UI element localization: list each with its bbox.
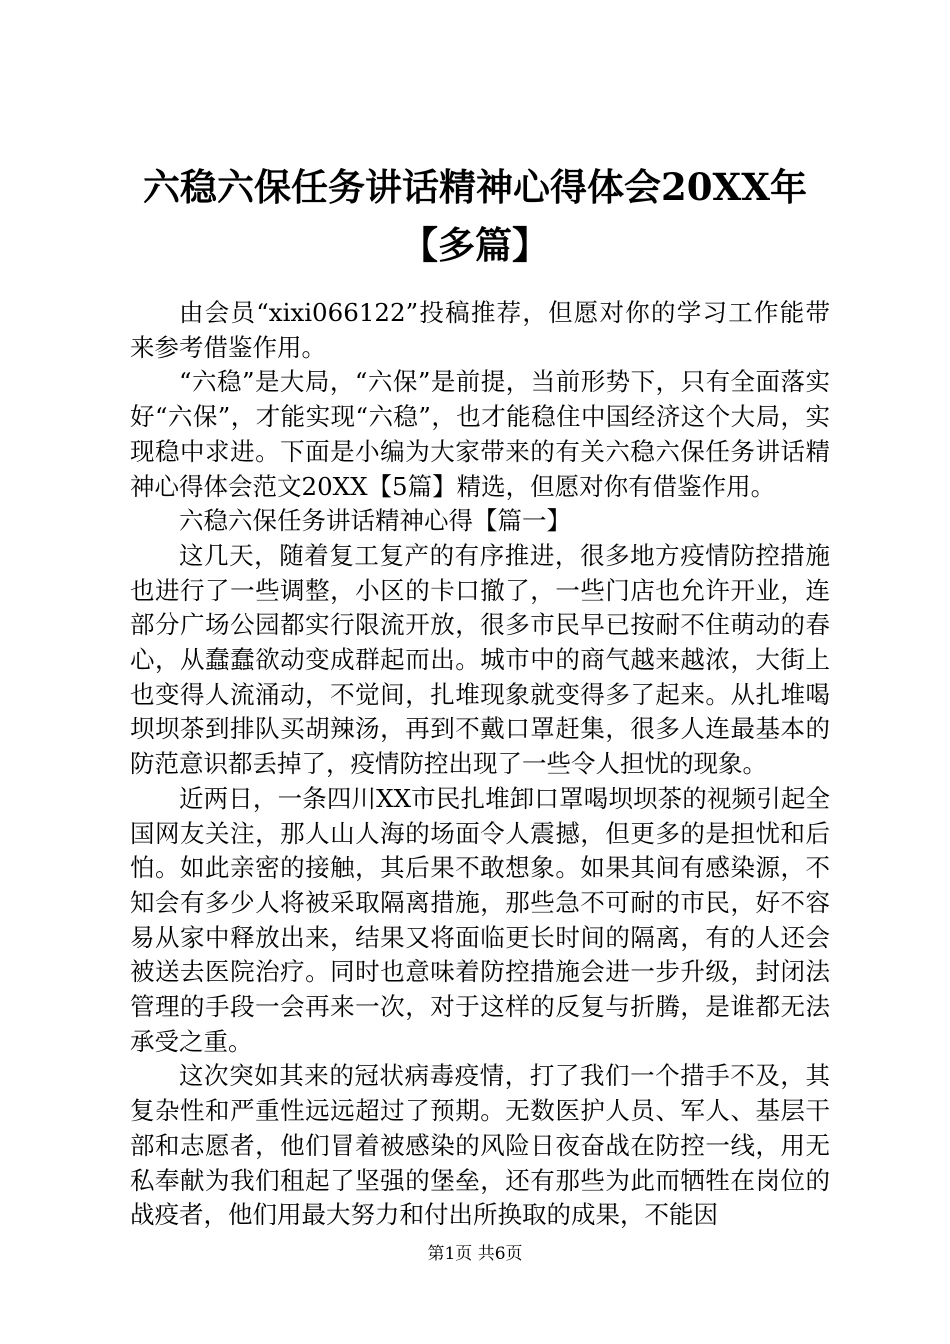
paragraph: 近两日，一条四川XX市民扎堆卸口罩喝坝坝茶的视频引起全国网友关注，那人山人海的场面令人震撼，但更多的是担忧和后怕。如此亲密的接触，其后果不敢想象。如果其间有感染源，不知会有多少人将被采取隔离措施，那些急不可耐的市民，好不容易从家中释放出来，结果又将面临更长时间的隔离，有的人还会被送去医院治疗。同时也意味着防控措施会进一步升级，封闭法管理的手段一会再来一次，对于这样的反复与折腾，是谁都无法承受之重。 <box>130 783 830 1056</box>
document-title: 六稳六保任务讲话精神心得体会20XX年【多篇】 <box>143 165 807 267</box>
page-footer: 第1页 共6页 <box>427 1244 523 1264</box>
paragraph: 这次突如其来的冠状病毒疫情，打了我们一个措手不及，其复杂性和严重性远远超过了预期。无数医护人员、军人、基层干部和志愿者，他们冒着被感染的风险日夜奋战在防控一线，用无私奉献为我们租起了坚强的堡垒，还有那些为此而牺牲在岗位的战疫者，他们用最大努力和付出所换取的成果，不能因 <box>130 1061 830 1230</box>
section-heading: 六稳六保任务讲话精神心得【篇一】 <box>179 506 571 536</box>
document-body <box>130 296 830 1233</box>
paragraph: 这几天，随着复工复产的有序推进，很多地方疫情防控措施也进行了一些调整，小区的卡口撤了，一些门店也允许开业，连部分广场公园都实行限流开放，很多市民早已按耐不住萌动的春心，从蠢蠢欲动变成群起而出。城市中的商气越来越浓，大街上也变得人流涌动，不觉间，扎堆现象就变得多了起来。从扎堆喝坝坝茶到排队买胡辣汤，再到不戴口罩赶集，很多人连最基本的防范意识都丢掉了，疫情防控出现了一些令人担忧的现象。 <box>130 540 830 779</box>
paragraph-intro: 由会员“xixi066122”投稿推荐，但愿对你的学习工作能带来参考借鉴作用。 <box>130 298 830 362</box>
paragraph-summary: “六稳”是大局，“六保”是前提，当前形势下，只有全面落实好“六保”，才能实现“六稳”，也才能稳住中国经济这个大局，实现稳中求进。下面是小编为大家带来的有关六稳六保任务讲话精神心得体会范文20XX【5篇】精选，但愿对你有借鉴作用。 <box>130 367 830 501</box>
